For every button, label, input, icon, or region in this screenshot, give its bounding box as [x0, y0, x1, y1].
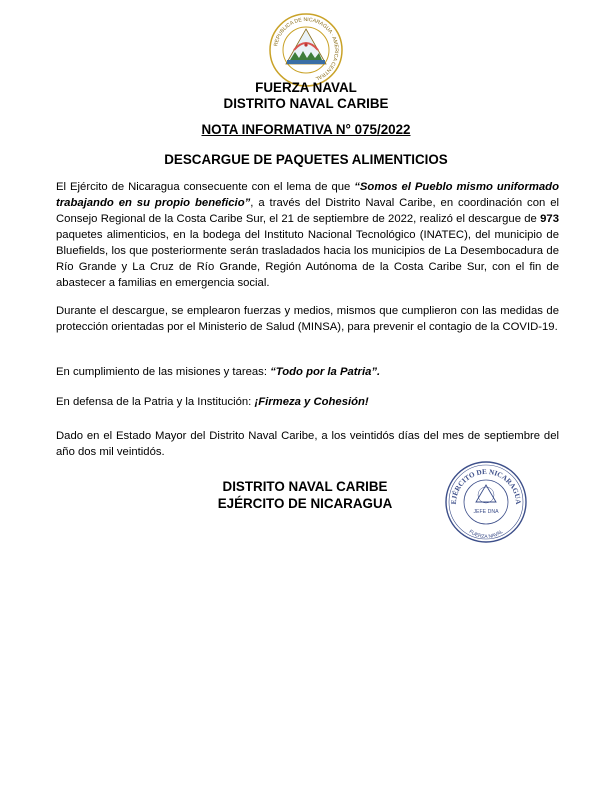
paragraph-4-lead: En defensa de la Patria y la Institución: — [56, 396, 255, 408]
paragraph-1-mid: , a través del Distrito Naval Caribe, en coordinación con el Consejo Regional de la Costa Caribe Sur, el 21 de septiembre de 2022, realizó el descargue de — [56, 197, 559, 225]
signature-block — [190, 478, 420, 512]
paragraph-1-tail: paquetes alimenticios, en la bodega del Instituto Nacional Tecnológico (INATEC), del municipio de Bluefields, los que posteriormente serán trasladados hacia los municipios de La Desembocadura de Río Grande y La Cruz de Río Grande, Región Autónoma de la Costa Caribe Sur, con el fin de abastecer a familias en emergencia social. — [56, 229, 559, 289]
motto-todo-por-la-patria: “Todo por la Patria”. — [270, 366, 381, 378]
nicaragua-coat-of-arms-icon — [268, 12, 344, 88]
signature-line-1: DISTRITO NAVAL CARIBE — [222, 479, 388, 494]
header-line-distrito: DISTRITO NAVAL CARIBE — [223, 96, 389, 111]
package-count: 973 — [540, 213, 559, 225]
header-line-fuerza-naval: FUERZA NAVAL — [255, 80, 357, 95]
motto-quote: “Somos el Pueblo mismo uniformado trabajando en su propio beneficio” — [56, 181, 559, 209]
motto-firmeza-cohesion: ¡Firmeza y Cohesión! — [254, 396, 369, 408]
paragraph-1-lead: El Ejército de Nicaragua consecuente con el lema de que — [56, 181, 355, 193]
paragraph-2: Durante el descargue, se emplearon fuerzas y medios, mismos que cumplieron con las medidas de protección orientadas por el Ministerio de Salud (MINSA), para prevenir el contagio de la COVID-19. — [56, 305, 559, 333]
svg-text:JEFE DNA: JEFE DNA — [473, 509, 499, 515]
paragraph-5: Dado en el Estado Mayor del Distrito Naval Caribe, a los veintidós días del mes de septiembre del año dos mil veintidós. — [56, 430, 559, 458]
paragraph-3-lead: En cumplimiento de las misiones y tareas: — [56, 366, 271, 378]
paragraph-3 — [56, 364, 559, 380]
svg-text:REPUBLICA DE NICARAGUA · AMERI: REPUBLICA DE NICARAGUA · AMERICA CENTRAL — [273, 16, 340, 82]
paragraph-1 — [56, 179, 559, 291]
official-stamp-icon — [444, 460, 528, 544]
svg-text:FUERZA NAVAL: FUERZA NAVAL — [467, 528, 505, 541]
subject-heading: DESCARGUE DE PAQUETES ALIMENTICIOS — [164, 152, 448, 167]
svg-text:EJÉRCITO DE NICARAGUA: EJÉRCITO DE NICARAGUA — [449, 467, 523, 505]
paragraph-4 — [56, 394, 559, 410]
note-title: NOTA INFORMATIVA N° 075/2022 — [201, 122, 411, 137]
signature-line-2: EJÉRCITO DE NICARAGUA — [217, 496, 393, 511]
